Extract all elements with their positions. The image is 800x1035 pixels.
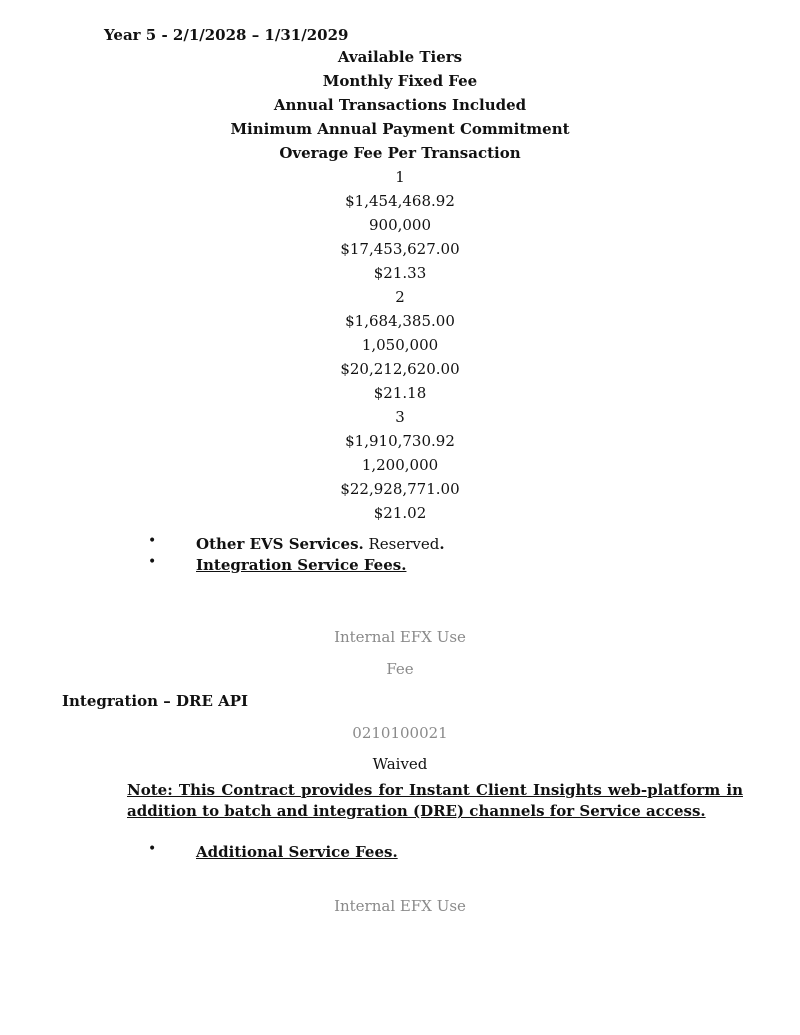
tier-monthly-fixed-fee: $1,910,730.92 [345,432,455,450]
tier-overage-fee: $21.18 [373,384,427,402]
tier-minimum-commitment: $17,453,627.00 [340,240,460,258]
contract-note: Note: This Contract provides for Instant Client Insights web-platform in addition to batch and integration (DRE) channels for Service access. [127,781,743,820]
bullet-marker: • [148,554,157,570]
other-evs-period: . [439,535,445,553]
internal-code: 0210100021 [352,724,448,742]
integration-row-label: Integration – DRE API [62,692,249,710]
additional-service-fees-heading: Additional Service Fees. [196,843,398,861]
tier-overage-fee: $21.02 [373,504,427,522]
bullet-marker: • [148,841,157,857]
header-minimum-commitment: Minimum Annual Payment Commitment [230,120,570,138]
internal-efx-use-header: Internal EFX Use [334,897,466,915]
tier-number: 1 [395,168,405,186]
tier-monthly-fixed-fee: $1,454,468.92 [345,192,455,210]
tier-number: 3 [395,408,405,426]
tier-minimum-commitment: $22,928,771.00 [340,480,460,498]
other-evs-value: Reserved [363,535,440,553]
tier-minimum-commitment: $20,212,620.00 [340,360,460,378]
other-evs-label: Other EVS Services. [196,535,364,553]
tier-annual-transactions: 1,050,000 [361,336,439,354]
header-overage-fee: Overage Fee Per Transaction [279,144,521,162]
other-evs-services-item [196,533,445,555]
tier-overage-fee: $21.33 [373,264,427,282]
tier-annual-transactions: 1,200,000 [361,456,439,474]
header-monthly-fixed-fee: Monthly Fixed Fee [322,72,478,90]
tier-number: 2 [395,288,405,306]
fee-header: Fee [386,660,414,678]
bullet-marker: • [148,533,157,549]
header-annual-transactions: Annual Transactions Included [273,96,527,114]
internal-efx-use-header: Internal EFX Use [334,628,466,646]
tier-monthly-fixed-fee: $1,684,385.00 [345,312,455,330]
tier-annual-transactions: 900,000 [368,216,432,234]
header-available-tiers: Available Tiers [337,48,463,66]
fee-value: Waived [372,755,428,773]
year-heading: Year 5 - 2/1/2028 – 1/31/2029 [104,26,349,44]
integration-service-fees-heading: Integration Service Fees. [196,556,407,574]
